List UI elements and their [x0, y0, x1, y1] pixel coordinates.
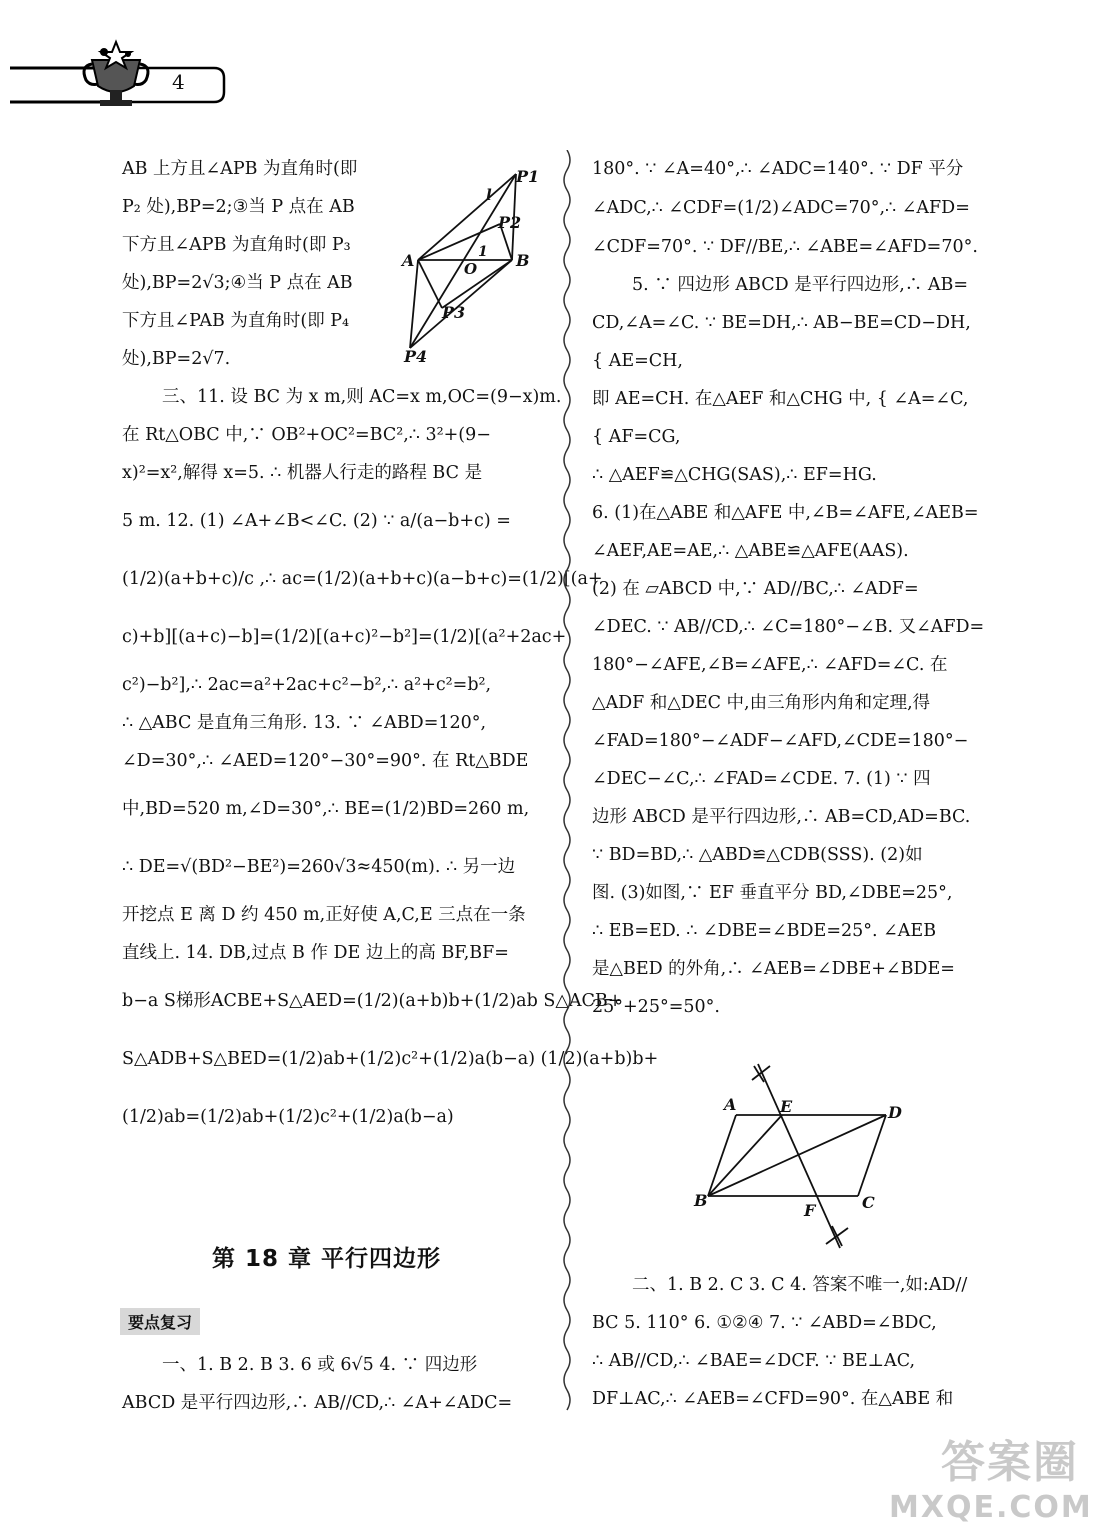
text-line: 处),BP=2√3;④当 P 点在 AB	[122, 273, 353, 293]
text-line: (1/2)(a+b+c)/c ,∴ ac=(1/2)(a+b+c)(a−b+c)=(1/2)[(a+	[122, 569, 603, 589]
text-line: ∠DEC. ∵ AB//CD,∴ ∠C=180°−∠B. 又∠AFD=	[592, 617, 985, 637]
text-line: 图. (3)如图,∵ EF 垂直平分 BD,∠DBE=25°,	[592, 883, 953, 903]
chapter-title: 第 18 章 平行四边形	[212, 1246, 442, 1272]
text-line: 开挖点 E 离 D 约 450 m,正好使 A,C,E 三点在一条	[122, 905, 526, 925]
watermark-logo	[889, 1426, 1093, 1526]
text-line: ∴ AB//CD,∴ ∠BAE=∠DCF. ∵ BE⊥AC,	[592, 1351, 916, 1371]
text-line: ∴ △ABC 是直角三角形. 13. ∵ ∠ABD=120°,	[122, 713, 487, 733]
text-line: b−a S梯形ACBE+S△AED=(1/2)(a+b)b+(1/2)ab S△ACB+	[122, 991, 623, 1011]
text-line: ABCD 是平行四边形,∴ AB//CD,∴ ∠A+∠ADC=	[122, 1393, 513, 1413]
label-p3: P3	[442, 303, 466, 322]
text-line: 下方且∠PAB 为直角时(即 P₄	[122, 311, 350, 331]
label-b: B	[694, 1191, 708, 1210]
text-line: ∠D=30°,∴ ∠AED=120°−30°=90°. 在 Rt△BDE	[122, 751, 529, 771]
text-line: ∠AEF,AE=AE,∴ △ABE≌△AFE(AAS).	[592, 541, 909, 561]
text-line: 处),BP=2√7.	[122, 349, 231, 369]
watermark-text: 答案圈	[941, 1437, 1079, 1488]
text-line: 是△BED 的外角,∴ ∠AEB=∠DBE+∠BDE=	[592, 959, 955, 979]
text-line: c)+b][(a+c)−b]=(1/2)[(a+c)²−b²]=(1/2)[(a²+2ac+	[122, 627, 567, 647]
text-line: ∠DEC−∠C,∴ ∠FAD=∠CDE. 7. (1) ∵ 四	[592, 769, 931, 789]
right-bottom-text	[592, 1266, 1010, 1418]
text-line: 5. ∵ 四边形 ABCD 是平行四边形,∴ AB=	[632, 275, 968, 295]
label-p1: P1	[516, 167, 540, 186]
label-p2: P2	[498, 213, 522, 232]
text-line: 180°−∠AFE,∠B=∠AFE,∴ ∠AFD=∠C. 在	[592, 655, 948, 675]
label-e: E	[780, 1097, 793, 1116]
text-line: ∠FAD=180°−∠ADF−∠AFD,∠CDE=180°−	[592, 731, 969, 751]
text-line: 边形 ABCD 是平行四边形,∴ AB=CD,AD=BC.	[592, 807, 971, 827]
label-o: O	[464, 260, 478, 278]
text-line: ∠ADC,∴ ∠CDF=(1/2)∠ADC=70°,∴ ∠AFD=	[592, 198, 970, 218]
label-f: F	[804, 1201, 816, 1220]
label-angle-1: 1	[478, 244, 488, 260]
text-line: ∵ BD=BD,∴ △ABD≌△CDB(SSS). (2)如	[592, 845, 923, 865]
text-line: ∴ DE=√(BD²−BE²)=260√3≈450(m). ∴ 另一边	[122, 857, 516, 877]
text-line: (1/2)ab=(1/2)ab+(1/2)c²+(1/2)a(b−a)	[122, 1107, 454, 1127]
text-line: (2) 在 ▱ABCD 中,∵ AD//BC,∴ ∠ADF=	[592, 579, 919, 599]
text-line: 5 m. 12. (1) ∠A+∠B<∠C. (2) ∵ a/(a−b+c) =	[122, 511, 511, 531]
text-line: { AF=CG,	[592, 427, 681, 447]
text-line: { AE=CH,	[592, 351, 683, 371]
text-line: x)²=x²,解得 x=5. ∴ 机器人行走的路程 BC 是	[122, 463, 483, 483]
trophy-header-icon	[0, 0, 240, 110]
watermark-url: MXQE.COM	[889, 1490, 1093, 1525]
label-p4: P4	[404, 347, 428, 365]
text-line: DF⊥AC,∴ ∠AEB=∠CFD=90°. 在△ABE 和	[592, 1389, 954, 1409]
text-line: c²)−b²],∴ 2ac=a²+2ac+c²−b²,∴ a²+c²=b²,	[122, 675, 492, 695]
label-d: D	[888, 1103, 902, 1122]
page-header	[0, 0, 1093, 130]
text-line: CD,∠A=∠C. ∵ BE=DH,∴ AB−BE=CD−DH,	[592, 313, 971, 333]
text-line: ∴ △AEF≌△CHG(SAS),∴ EF=HG.	[592, 465, 877, 485]
text-line: 直线上. 14. DB,过点 B 作 DE 边上的高 BF,BF=	[122, 943, 509, 963]
text-line: 在 Rt△OBC 中,∵ OB²+OC²=BC²,∴ 3²+(9−	[122, 425, 491, 445]
text-line: 25°+25°=50°.	[592, 997, 720, 1017]
text-line: 180°. ∵ ∠A=40°,∴ ∠ADC=140°. ∵ DF 平分	[592, 159, 964, 179]
geometry-figure-parallelogram	[690, 1058, 920, 1258]
text-line: ∴ EB=ED. ∴ ∠DBE=∠BDE=25°. ∠AEB	[592, 921, 937, 941]
text-line: ∠CDF=70°. ∵ DF//BE,∴ ∠ABE=∠AFD=70°.	[592, 237, 978, 257]
left-bottom-text	[122, 1346, 540, 1422]
label-a: A	[724, 1095, 737, 1114]
label-a: A	[402, 251, 415, 270]
text-line: 一、1. B 2. B 3. 6 或 6√5 4. ∵ 四边形	[162, 1355, 478, 1375]
label-l: l	[486, 186, 492, 204]
text-line: 中,BD=520 m,∠D=30°,∴ BE=(1/2)BD=260 m,	[122, 799, 530, 819]
text-line: 下方且∠APB 为直角时(即 P₃	[122, 235, 351, 255]
text-line: 即 AE=CH. 在△AEF 和△CHG 中, { ∠A=∠C,	[592, 389, 969, 409]
label-c: C	[862, 1193, 875, 1212]
text-line: BC 5. 110° 6. ①②④ 7. ∵ ∠ABD=∠BDC,	[592, 1313, 937, 1333]
text-line: 二、1. B 2. C 3. C 4. 答案不唯一,如:AD//	[632, 1275, 968, 1295]
label-b: B	[516, 251, 530, 270]
section-badge: 要点复习	[120, 1308, 200, 1335]
text-line: P₂ 处),BP=2;③当 P 点在 AB	[122, 197, 355, 217]
text-line: △ADF 和△DEC 中,由三角形内角和定理,得	[592, 693, 931, 713]
text-line: 三、11. 设 BC 为 x m,则 AC=x m,OC=(9−x)m.	[162, 387, 562, 407]
text-line: AB 上方且∠APB 为直角时(即	[122, 159, 358, 179]
text-line: 6. (1)在△ABE 和△AFE 中,∠B=∠AFE,∠AEB=	[592, 503, 979, 523]
geometry-figure-p-points	[398, 160, 548, 365]
text-line: S△ADB+S△BED=(1/2)ab+(1/2)c²+(1/2)a(b−a) (1/2)(a+b)b+	[122, 1049, 659, 1069]
column-divider	[555, 150, 579, 1420]
page-number: 4	[172, 70, 185, 94]
right-column	[592, 150, 1010, 1026]
